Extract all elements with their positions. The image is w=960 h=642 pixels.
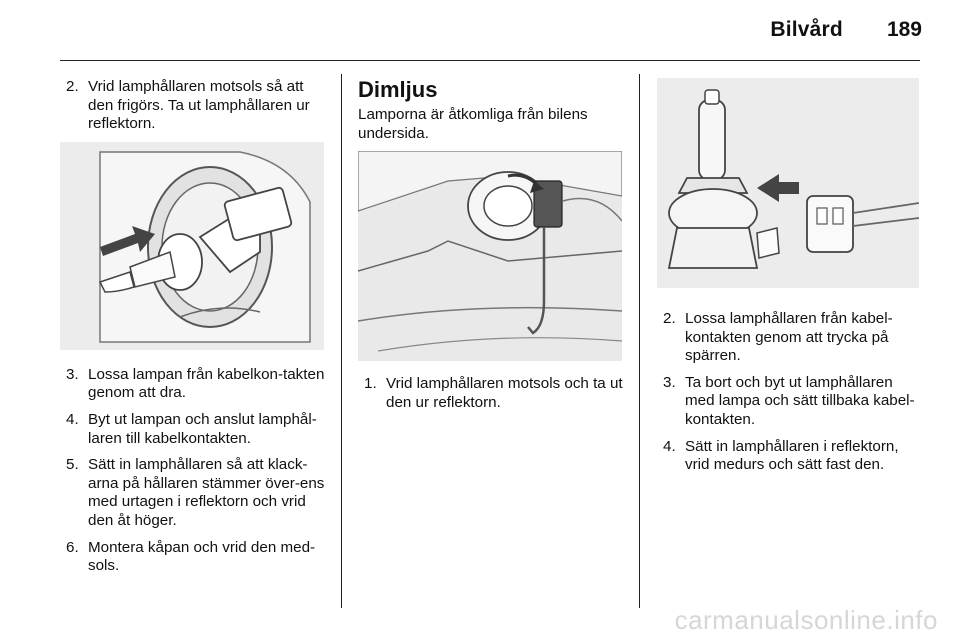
chapter-title: Bilvård: [770, 18, 843, 41]
step-number: 4.: [663, 437, 676, 455]
step-number: 3.: [663, 373, 676, 391]
step-item: [657, 310, 923, 366]
step-list: [657, 310, 923, 475]
step-item: [60, 78, 326, 134]
step-text: Byt ut lampan och anslut lamphål-laren till kabelkontakten.: [88, 410, 317, 447]
step-text: Montera kåpan och vrid den med-sols.: [88, 538, 316, 575]
step-number: 2.: [66, 78, 79, 95]
step-number: 4.: [66, 410, 79, 428]
step-list: [60, 366, 326, 576]
step-item: [60, 366, 326, 403]
column-divider-1: [341, 74, 342, 608]
step-number: 5.: [66, 456, 79, 474]
bulb-holder-illustration: [60, 142, 324, 350]
header-rule: [60, 60, 920, 61]
page-header: [770, 18, 922, 42]
section-intro: Lamporna är åtkomliga från bilens undersida.: [358, 106, 588, 142]
step-text: Sätt in lamphållaren i reflektorn, vrid medurs och sätt fast den.: [685, 437, 899, 474]
column-divider-2: [639, 74, 640, 608]
step-number: 2.: [663, 310, 676, 327]
step-item: [657, 374, 923, 430]
left-column: [60, 78, 326, 584]
step-item: [60, 456, 326, 530]
fog-bulb-connector-illustration: [657, 78, 919, 288]
page-number: 189: [886, 18, 922, 41]
step-number: 1.: [364, 375, 377, 393]
middle-column: [358, 78, 624, 420]
step-item: [60, 411, 326, 448]
step-number: 6.: [66, 538, 79, 556]
step-text: Lossa lampan från kabelkon-takten genom att dra.: [88, 365, 325, 402]
step-text: Sätt in lamphållaren så att klack-arna på hållaren stämmer över-ens med urtagen i reflektorn och vrid den åt höger.: [88, 456, 325, 529]
step-item: [60, 539, 326, 576]
step-item: [657, 438, 923, 475]
step-text: Lossa lamphållaren från kabel-kontakten genom att trycka på spärren.: [685, 310, 893, 365]
right-column: [657, 78, 923, 483]
step-number: 3.: [66, 365, 79, 383]
step-text: Ta bort och byt ut lamphållaren med lampa och sätt tillbaka kabel-kontakten.: [685, 373, 915, 428]
section-heading: Dimljus: [358, 77, 438, 102]
step-text: Vrid lamphållaren motsols så att den frigörs. Ta ut lamphållaren ur reflektorn.: [88, 78, 310, 133]
fog-light-access-illustration: [358, 151, 622, 361]
step-item: [358, 375, 624, 412]
watermark: carmanualsonline.info: [674, 605, 938, 635]
step-text: Vrid lamphållaren motsols och ta ut den ur reflektorn.: [386, 375, 623, 411]
